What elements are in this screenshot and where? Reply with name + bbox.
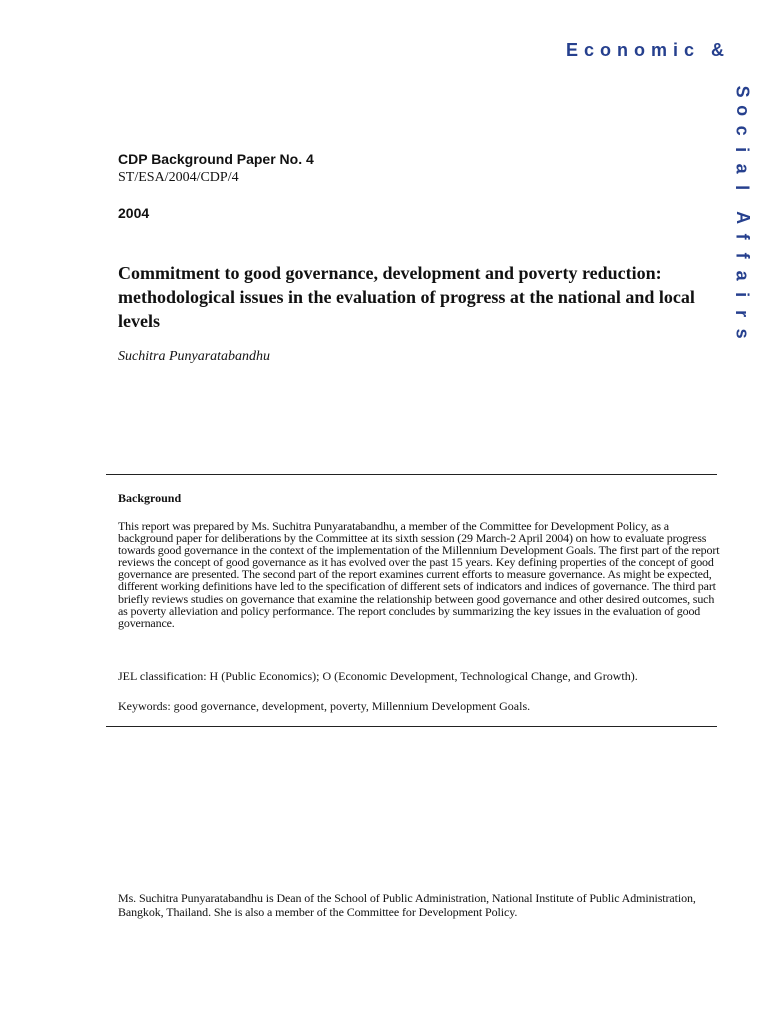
series-title: CDP Background Paper No. 4: [118, 151, 314, 167]
paper-title: Commitment to good governance, development and poverty reduction: methodological issues in the evaluation of progress at the national and local levels: [118, 263, 695, 331]
background-heading: Background: [118, 491, 182, 505]
branding-economic: Economic &: [565, 40, 730, 60]
author-footnote: Ms. Suchitra Punyaratabandhu is Dean of the School of Public Administration, National Institute of Public Administration, Bangkok, Thailand. She is also a member of the Committee for Development Policy.: [118, 891, 696, 919]
branding-social-affairs: S o c i a l A f f a i r s: [732, 85, 753, 339]
document-symbol: ST/ESA/2004/CDP/4: [118, 170, 239, 185]
abstract-text: This report was prepared by Ms. Suchitra Punyaratabandhu, a member of the Committee for Development Policy, as a background paper for deliberations by the Committee at its sixth session (29 March-2 April 2004) on how to evaluate progress towards good governance in the context of the implementation of the Millennium Development Goals. The first part of the report reviews the concept of good governance as it has evolved over the past 15 years. Key defining properties of the concept of good governance are presented. The second part of the report examines current efforts to measure governance. As might be expected, different working definitions have led to the specification of different sets of indicators and indices of governance. The third part briefly reviews studies on governance that examine the relationship between good governance and other desired outcomes, such as poverty alleviation and policy performance. The report concludes by summarizing the key issues in the evaluation of good governance.: [118, 519, 720, 630]
author-name: Suchitra Punyaratabandhu: [118, 349, 271, 364]
publication-year: 2004: [118, 205, 150, 221]
jel-classification: JEL classification: H (Public Economics); O (Economic Development, Technological Change, and Growth).: [118, 669, 638, 683]
top-divider: [106, 474, 717, 475]
bottom-divider: [106, 726, 717, 727]
keywords: Keywords: good governance, development, poverty, Millennium Development Goals.: [118, 699, 531, 713]
